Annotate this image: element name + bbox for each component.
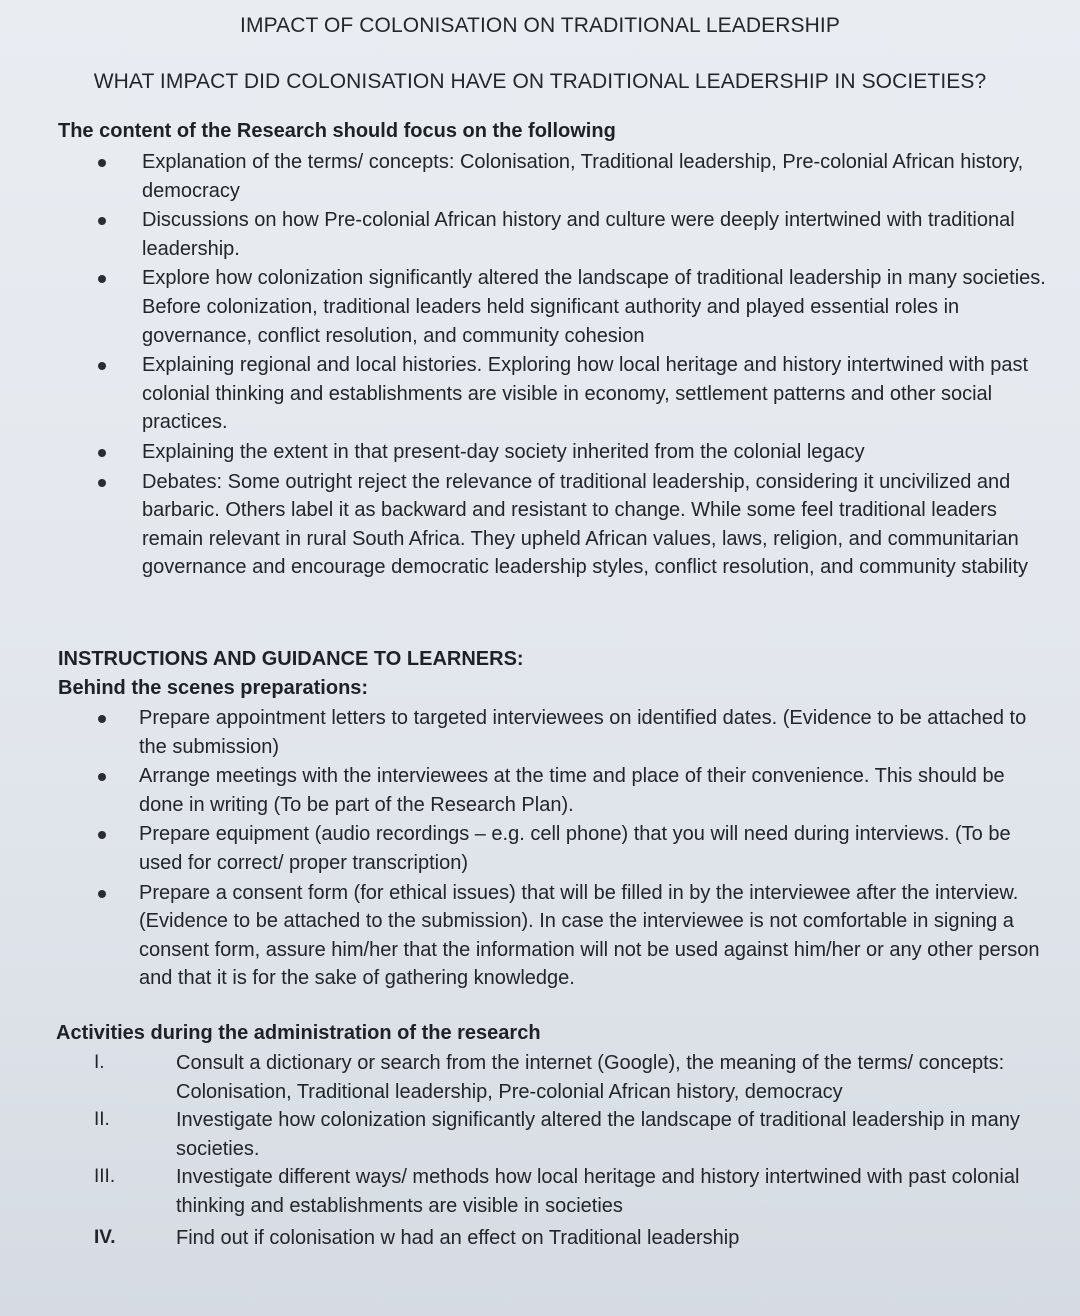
list-item xyxy=(0,762,1080,819)
activities-list xyxy=(0,1049,1080,1253)
list-item xyxy=(0,438,1080,467)
content-heading: The content of the Research should focus on the following xyxy=(58,120,616,142)
list-item-text: Arrange meetings with the interviewees at the time and place of their convenience. This should be done in writing (To be part of the Research Plan). xyxy=(139,765,1005,816)
document-title: IMPACT OF COLONISATION ON TRADITIONAL LEADERSHIP xyxy=(240,14,840,37)
list-item-text: Investigate different ways/ methods how local heritage and history intertwined with past colonial thinking and establishments are visible in societies xyxy=(176,1166,1020,1217)
item-number: I. xyxy=(94,1052,105,1073)
list-item-text: Find out if colonisation w had an effect on Traditional leadership xyxy=(176,1227,740,1249)
item-number: III. xyxy=(94,1166,116,1187)
bullet-icon xyxy=(98,715,106,723)
list-item xyxy=(0,206,1080,263)
bullet-icon xyxy=(98,275,106,283)
instructions-heading: INSTRUCTIONS AND GUIDANCE TO LEARNERS: xyxy=(58,648,524,670)
bullet-icon xyxy=(98,217,106,225)
research-question: WHAT IMPACT DID COLONISATION HAVE ON TRADITIONAL LEADERSHIP IN SOCIETIES? xyxy=(93,70,987,93)
list-item-text: Explaining the extent in that present-day society inherited from the colonial legacy xyxy=(142,440,865,463)
preparations-subheading: Behind the scenes preparations: xyxy=(58,677,369,699)
list-item xyxy=(0,1106,1080,1163)
list-item-text: Prepare a consent form (for ethical issues) that will be filled in by the interviewee after the interview. (Evidence to be attached to the submission). In case the interviewee is not comfortable in signing a consent form, assure him/her that the information will not be used against him/her or any other person and that it is for the sake of gathering knowledge. xyxy=(139,881,1040,990)
list-item-text: Prepare equipment (audio recordings – e.g. cell phone) that you will need during interviews. (To be used for correct/ proper transcription) xyxy=(139,823,1011,874)
list-item xyxy=(0,264,1080,350)
list-item-text: Explore how colonization significantly altered the landscape of traditional leadership in many societies. Before colonization, traditional leaders held significant authority and played essential roles in governance, conflict resolution, and community cohesion xyxy=(142,267,1046,347)
list-item xyxy=(0,468,1080,582)
bullet-icon xyxy=(98,159,106,167)
list-item-text: Investigate how colonization significantly altered the landscape of traditional leadership in many societies. xyxy=(176,1109,1020,1160)
bullet-icon xyxy=(98,479,106,487)
bullet-icon xyxy=(98,890,106,898)
list-item-text: Discussions on how Pre-colonial African history and culture were deeply intertwined with traditional leadership. xyxy=(142,209,1015,260)
preparations-list xyxy=(0,704,1080,994)
list-item-text: Explanation of the terms/ concepts: Colonisation, Traditional leadership, Pre-colonial African history, democracy xyxy=(142,151,1024,202)
list-item xyxy=(0,704,1080,761)
list-item xyxy=(0,1224,1080,1253)
activities-heading: Activities during the administration of the research xyxy=(56,1022,541,1044)
bullet-icon xyxy=(98,773,106,781)
item-number: II. xyxy=(94,1109,110,1130)
list-item xyxy=(0,351,1080,437)
list-item xyxy=(0,820,1080,877)
list-item-text: Debates: Some outright reject the relevance of traditional leadership, considering it uncivilized and barbaric. Others label it as backward and resistant to change. While some feel traditional leaders remain relevant in rural South Africa. They upheld African values, laws, religion, and communitarian governance and encourage democratic leadership styles, conflict resolution, and community stability xyxy=(142,470,1029,579)
list-item-text: Prepare appointment letters to targeted interviewees on identified dates. (Evidence to be attached to the submission) xyxy=(139,707,1027,758)
bullet-icon xyxy=(98,362,106,370)
bullet-icon xyxy=(98,831,106,839)
content-list xyxy=(0,148,1080,583)
list-item-text: Consult a dictionary or search from the internet (Google), the meaning of the terms/ concepts: Colonisation, Traditional leadership, Pre-colonial African history, democracy xyxy=(176,1052,1005,1103)
list-item-text: Explaining regional and local histories. Exploring how local heritage and history intertwined with past colonial thinking and establishments are visible in economy, settlement patterns and other social practices. xyxy=(142,354,1029,434)
list-item xyxy=(0,1049,1080,1106)
item-number: IV. xyxy=(94,1227,116,1248)
list-item xyxy=(0,1163,1080,1220)
list-item xyxy=(0,148,1080,205)
list-item xyxy=(0,879,1080,993)
bullet-icon xyxy=(98,449,106,457)
